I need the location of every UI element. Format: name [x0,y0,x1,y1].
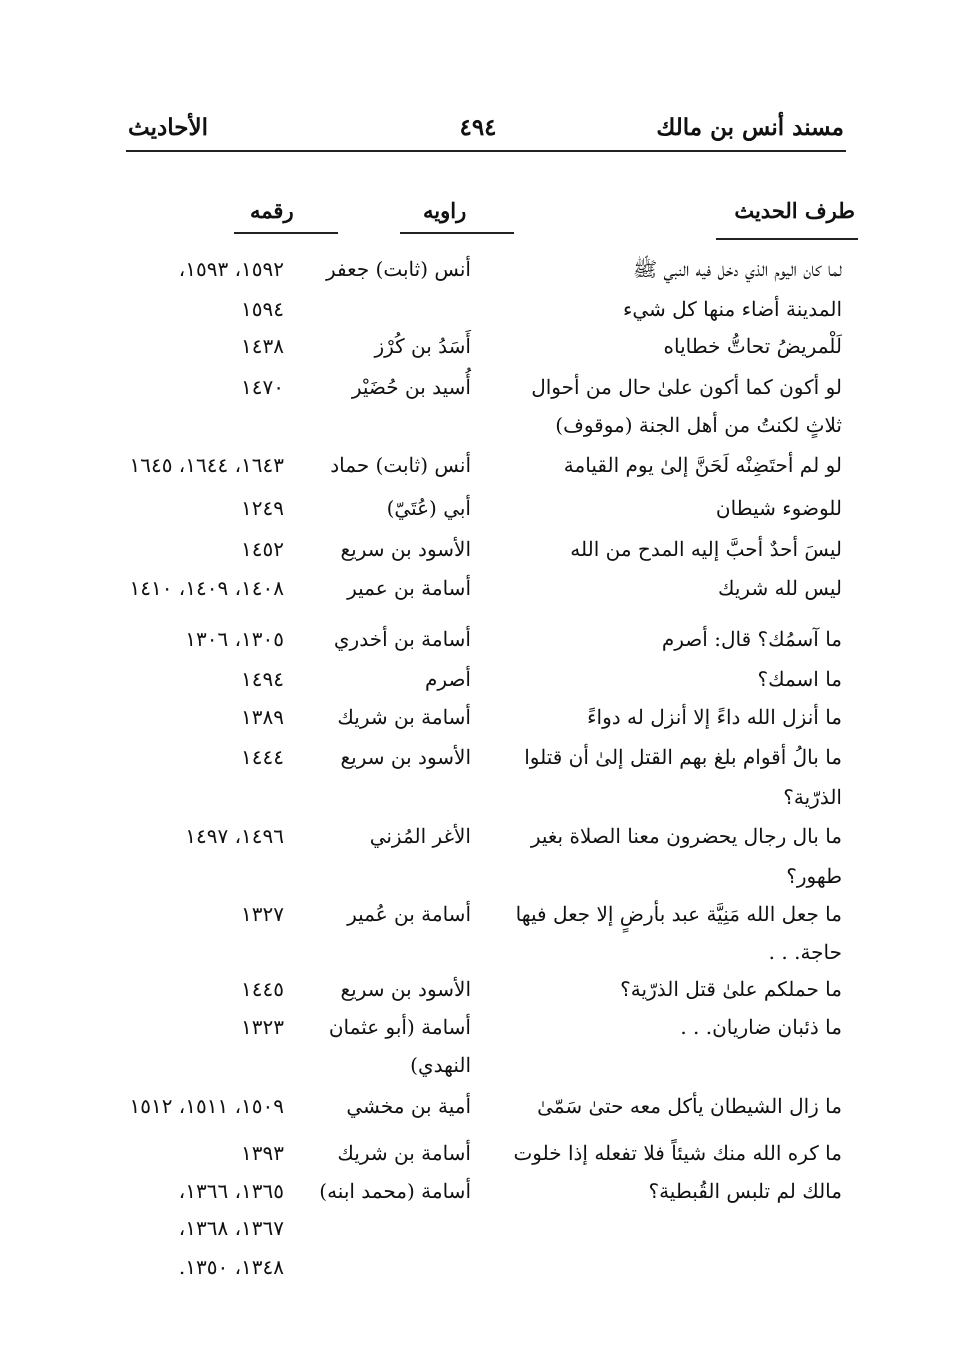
row-hadith-text: ما ذئبان ضاريان. . . [680,1015,842,1039]
row-hadith-text: لَلْمريضُ تحاتُّ خطاياه [663,334,842,358]
row-hadith-numbers: ١٥٠٩، ١٥١١، ١٥١٢ [129,1094,284,1118]
row-hadith-text: لما كان اليوم الذي دخل فيه النبي ﷺ [632,257,842,281]
row-hadith-numbers: ١٣٨٩ [241,705,284,729]
row-narrator: أسامة (محمد ابنه) [319,1179,471,1203]
running-header-title: مسند أنس بن مالك [656,114,844,141]
row-hadith-numbers: ١٤٤٤ [241,745,284,769]
row-hadith-text: ما اسمك؟ [757,667,842,691]
row-narrator: أسامة بن عمير [347,576,471,600]
row-hadith-text: ليسَ أحدٌ أحبَّ إليه المدح من الله [570,537,842,561]
row-hadith-numbers: ١٤٩٤ [241,667,284,691]
row-hadith-numbers: ١٣٦٧، ١٣٦٨، [178,1216,284,1240]
row-narrator: أنس (ثابت) حماد [330,453,471,477]
row-hadith-text: ما أنزل الله داءً إلا أنزل له دواءً [587,705,842,729]
row-hadith-text: ليس لله شريك [718,576,842,600]
row-hadith-text: ما بال رجال يحضرون معنا الصلاة بغير [530,824,842,848]
row-hadith-numbers: ١٣٤٨، ١٣٥٠. [178,1255,284,1279]
row-hadith-numbers: ١٥٩٤ [241,297,284,321]
row-narrator: أسامة بن عُمير [347,902,471,926]
row-hadith-text: ما بالُ أقوام بلغ بهم القتل إلىٰ أن قتلوا [524,745,842,769]
row-hadith-text: ما كره الله منك شيئاً فلا تفعله إذا خلوت [513,1141,842,1165]
row-hadith-text: ما جعل الله مَنِيَّة عبد بأرضٍ إلا جعل فيها [515,902,842,926]
row-hadith-numbers: ١٤٩٦، ١٤٩٧ [185,824,284,848]
row-hadith-text: ما آسمُك؟ قال: أصرم [661,627,842,651]
running-header-section: الأحاديث [128,114,208,141]
row-narrator: الأسود بن سريع [340,745,471,769]
row-narrator: أنس (ثابت) جعفر [326,257,471,281]
row-hadith-text: للوضوء شيطان [715,496,842,520]
row-hadith-text: الذرّية؟ [783,785,842,809]
row-hadith-numbers: ١٣٢٧ [241,902,284,926]
row-hadith-numbers: ١٤٤٥ [241,977,284,1001]
row-narrator: أَسَدُ بن كُرْز [374,334,471,358]
row-narrator: أسامة بن شريك [337,1141,471,1165]
column-header-hadith: طرف الحديث [734,198,855,223]
row-hadith-text: طهور؟ [786,864,842,888]
row-hadith-text: لو أكون كما أكون علىٰ حال من أحوال [531,375,842,399]
row-narrator: أُسيد بن حُضَيْر [351,375,471,399]
row-hadith-numbers: ١٣٠٥، ١٣٠٦ [185,627,284,651]
row-hadith-numbers: ١٤٥٢ [241,537,284,561]
row-hadith-text: المدينة أضاء منها كل شيء [622,297,842,321]
row-hadith-numbers: ١٤٧٠ [241,375,284,399]
row-narrator: النهدي) [410,1053,471,1077]
row-hadith-text: مالك لم تلبس القُبطية؟ [648,1179,842,1203]
row-hadith-numbers: ١٣٦٥، ١٣٦٦، [178,1179,284,1203]
row-hadith-numbers: ١٦٤٣، ١٦٤٤، ١٦٤٥ [129,453,284,477]
row-hadith-text: ما زال الشيطان يأكل معه حتىٰ سَمّىٰ [537,1094,842,1118]
row-narrator: أصرم [425,667,471,691]
row-narrator: أسامة بن أخدري [333,627,471,651]
column-header-narrator: راويه [423,198,467,223]
page-number: ٤٩٤ [459,114,497,141]
row-hadith-text: حاجة. . . [768,940,842,964]
row-hadith-text: ثلاثٍ لكنتُ من أهل الجنة (موقوف) [555,413,842,437]
row-narrator: أبي (عُتَيّ) [386,496,471,520]
row-hadith-text: ما حملكم علىٰ قتل الذرّية؟ [620,977,842,1001]
row-hadith-numbers: ١٢٤٩ [241,496,284,520]
row-narrator: أمية بن مخشي [346,1094,471,1118]
row-narrator: أسامة بن شريك [337,705,471,729]
row-narrator: الأغر المُزني [369,824,471,848]
row-hadith-numbers: ١٤٣٨ [241,334,284,358]
row-hadith-numbers: ١٥٩٢، ١٥٩٣، [178,257,284,281]
row-hadith-numbers: ١٣٩٣ [241,1141,284,1165]
column-header-number: رقمه [250,198,294,223]
row-narrator: الأسود بن سريع [340,537,471,561]
row-hadith-numbers: ١٤٠٨، ١٤٠٩، ١٤١٠ [129,576,284,600]
row-hadith-text: لو لم أحتَضِنْه لَحَنَّ إلىٰ يوم القيامة [563,453,842,477]
row-hadith-numbers: ١٣٢٣ [241,1015,284,1039]
row-narrator: الأسود بن سريع [340,977,471,1001]
row-narrator: أسامة (أبو عثمان [328,1015,471,1039]
